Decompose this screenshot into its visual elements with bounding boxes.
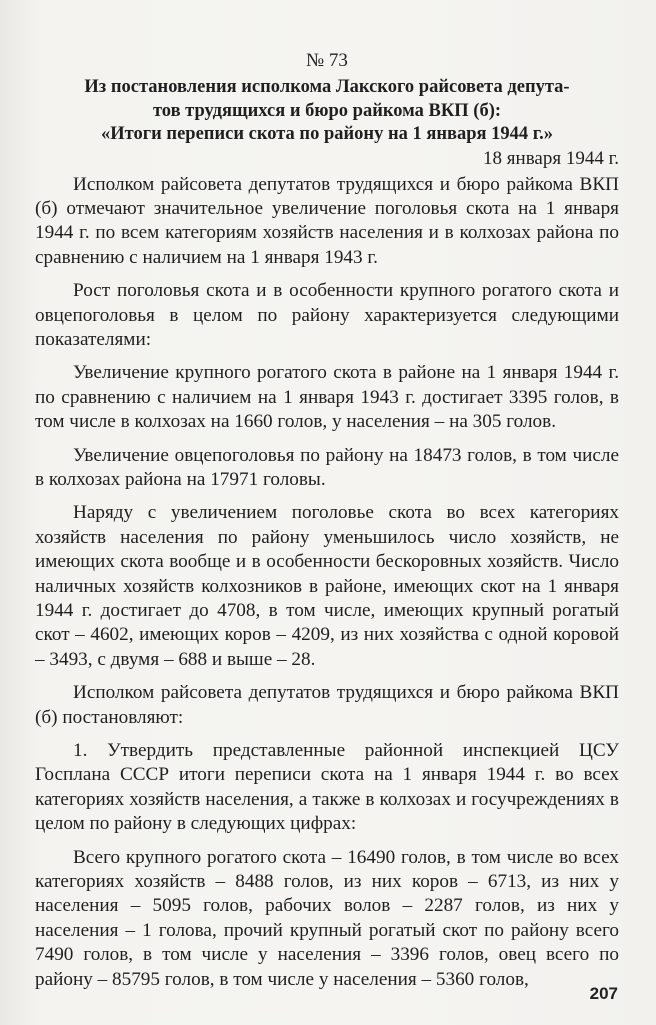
paragraph-1: Исполком райсовета депутатов трудящихся и бюро райкома ВКП (б) отмечают значительное увеличение поголовья скота на 1 января 1944 г. по всем категориям хозяйств населения и в колхозах района по сравнению с наличием на 1 января 1943 г.: [35, 173, 619, 268]
paragraph-5: Наряду с увеличением поголовье скота во всех категориях хозяйств населения по району уменьшилось число хозяйств, не имеющих скота вообще и в особенности бескоровных хозяйств. Число наличных хозяйств колхозников в районе, имеющих скот на 1 января 1944 г. достигает до 4708, в том числе, имеющих крупный рогатый скот – 4602, имеющих коров – 4209, из них хозяйства с одной коровой – 3493, с двумя – 688 и выше – 28.: [35, 502, 619, 670]
document-number: № 73: [306, 50, 348, 71]
paragraph-8: Всего крупного рогатого скота – 16490 голов, в том числе во всех категориях хозяйств – 8488 голов, из них коров – 6713, из них у населения – 5095 голов, рабочих волов – 2287 голов, из них у населения – 1 голова, прочий крупный рогатый скот по району всего 7490 голов, в том числе у населения – 3396 голов, овец всего по району – 85795 голов, в том числе у населения – 5360 голов,: [35, 846, 619, 990]
document-title: [35, 76, 619, 147]
title-line-2: тов трудящихся и бюро райкома ВКП (б):: [152, 100, 502, 121]
paragraph-6: Исполком райсовета депутатов трудящихся и бюро райкома ВКП (б) постановляют:: [35, 682, 619, 728]
paragraph-3: Увеличение крупного рогатого скота в районе на 1 января 1944 г. по сравнению с наличием на 1 января 1943 г. достигает 3395 голов, в том числе в колхозах на 1660 голов, у населения – на 305 голов.: [35, 362, 619, 433]
paragraph-7: 1. Утвердить представленные районной инспекцией ЦСУ Госплана СССР итоги переписи скота на 1 января 1944 г. во всех категориях хозяйств населения, а также в колхозах и госучреждениях в целом по району в следующих цифрах:: [35, 740, 619, 835]
document-body: [35, 48, 619, 999]
page-number: 207: [589, 984, 618, 1003]
title-line-1: Из постановления исполкома Лакского райсовета депута-: [84, 77, 570, 97]
paragraph-2: Рост поголовья скота и в особенности крупного рогатого скота и овцепоголовья в целом по району характеризуется следующими показателями:: [35, 280, 619, 350]
paragraph-4: Увеличение овцепоголовья по району на 18473 голов, в том числе в колхозах района на 17971 головы.: [35, 444, 619, 490]
document-date: 18 января 1944 г.: [483, 147, 619, 169]
title-line-3: «Итоги переписи скота по району на 1 января 1944 г.»: [101, 124, 553, 144]
